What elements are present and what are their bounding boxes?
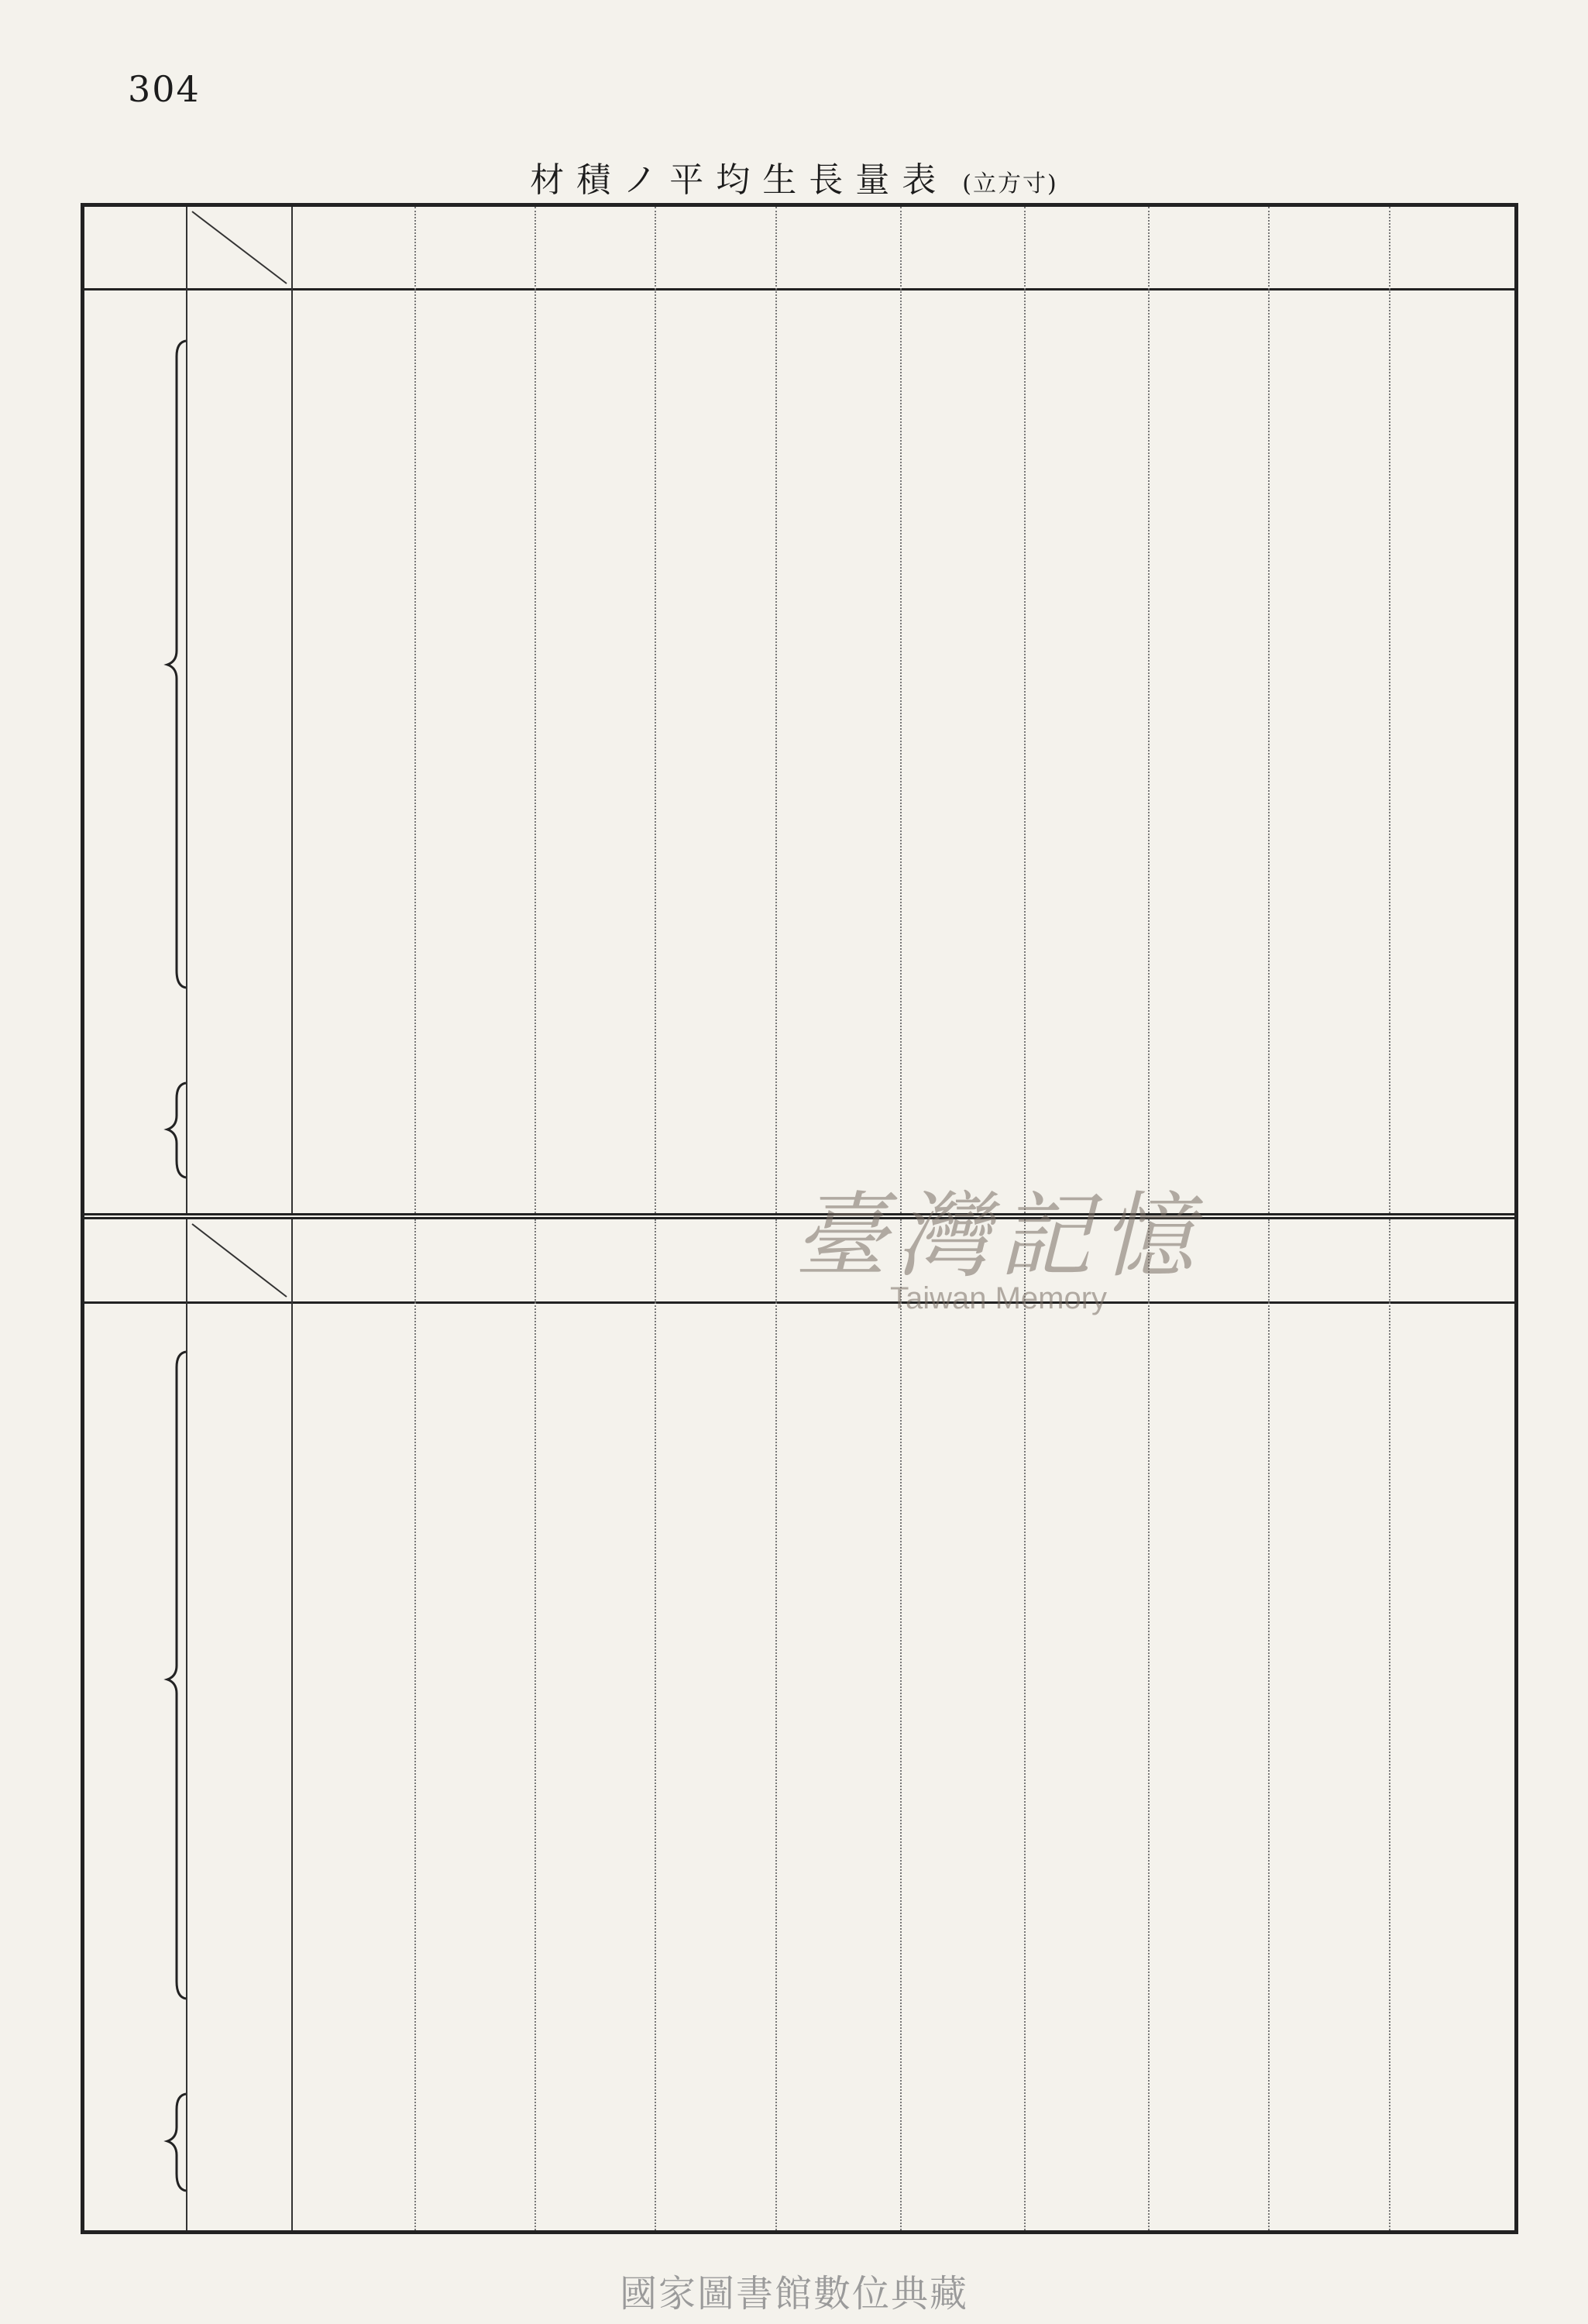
column-divider	[1148, 1219, 1150, 2230]
column-divider	[775, 1219, 777, 2230]
column-divider	[291, 207, 293, 1213]
column-divider	[1148, 207, 1150, 1213]
column-divider	[414, 207, 416, 1213]
page-number: 304	[128, 68, 201, 110]
column-divider	[655, 207, 656, 1213]
grade-brace	[163, 1350, 194, 2000]
column-divider	[534, 207, 536, 1213]
header-diagonal	[186, 207, 291, 288]
column-divider	[291, 1219, 293, 2230]
watermark	[794, 1162, 1203, 1316]
grade-brace	[163, 339, 194, 989]
column-divider	[655, 1219, 656, 2230]
unit-label: (立方寸)	[962, 170, 1058, 198]
table-title	[0, 152, 1588, 201]
header-rule	[84, 288, 1514, 290]
header-diagonal	[186, 1219, 291, 1301]
footer-text: 國家圖書館數位典藏	[619, 2272, 968, 2315]
column-divider	[775, 207, 777, 1213]
column-divider	[1024, 1219, 1026, 2230]
grade-brace	[163, 1081, 194, 1179]
column-divider	[900, 1219, 902, 2230]
column-divider	[414, 1219, 416, 2230]
title-text: 材積ノ平均生長量表	[530, 160, 949, 200]
column-divider	[1389, 207, 1390, 1213]
column-divider	[1389, 1219, 1390, 2230]
watermark-cn: 臺灣記憶	[794, 1183, 1203, 1291]
watermark-en: Taiwan Memory	[889, 1281, 1108, 1315]
column-divider	[1268, 1219, 1270, 2230]
column-divider	[1268, 207, 1270, 1213]
column-divider	[900, 207, 902, 1213]
column-divider	[534, 1219, 536, 2230]
grade-brace	[163, 2092, 194, 2192]
column-divider	[1024, 207, 1026, 1213]
